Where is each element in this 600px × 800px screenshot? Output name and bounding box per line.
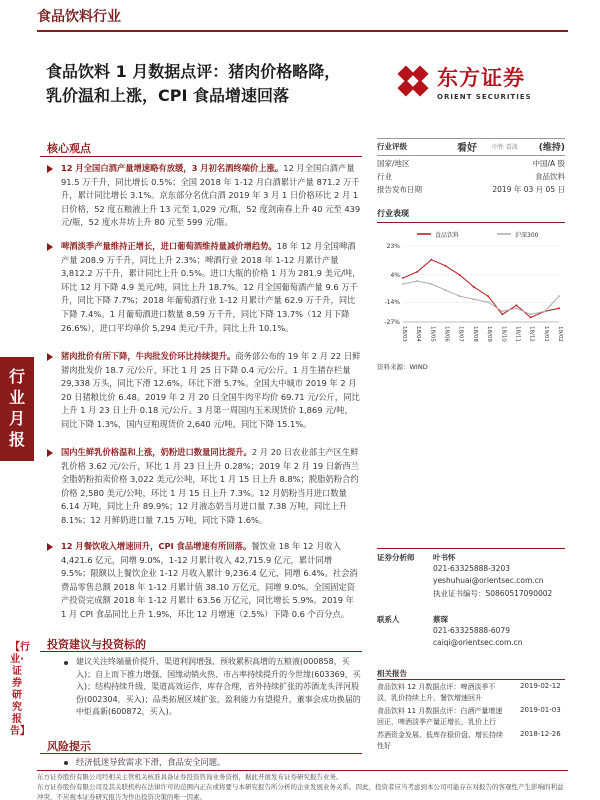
core-block-bold: 国内生鲜乳价格温和上涨，奶粉进口数量同比提升。 bbox=[61, 447, 252, 457]
data-point bbox=[530, 317, 532, 319]
related-item-title[interactable]: 食品饮料 12 月数据点评：啤酒淡季不淡，乳价持续上升，餐饮增速回升 bbox=[377, 683, 496, 702]
report-title-line1: 食品饮料 1 月数据点评：猪肉价格略降， bbox=[46, 62, 341, 81]
series-line bbox=[403, 260, 559, 318]
series-line bbox=[403, 281, 559, 314]
rating-row bbox=[377, 141, 565, 155]
core-block-1 bbox=[61, 162, 361, 230]
x-tick-label: 19/01 bbox=[542, 326, 549, 342]
data-point bbox=[402, 277, 404, 279]
footer-line1: 东方证券股份有限公司经相关主管机关核准具备证券投资咨询业务资格，据此开展发布证券研究报告业务。 bbox=[37, 773, 343, 781]
core-block-text: 商务部公布的 19 年 2 月 22 日鲜猪肉批发价 18.7 元/公斤，环比 1 月 25 日下降 0.4 元/公斤。1 月生猪存栏量 29,338 万头，同比下滑 12.6%，环比下滑 5.7%。全国大中城市 2019 年 2 月 20 日猪粮比价 6.48。2019 年 2 月 20 日全国牛肉平均价 69.71 元/公斤，同比上升 1 月 23 日上升 0.18 元/公斤。3 月第一周国内玉米现货价 1,869 元/吨，同比下降 1.3%，国内豆粕现货价 2,640 元/吨，同比下降 15.1%。 bbox=[61, 351, 361, 429]
core-block-4 bbox=[61, 446, 361, 528]
x-tick-label: 19/02 bbox=[557, 326, 563, 342]
bullet-dot-icon bbox=[64, 661, 68, 665]
y-tick-label: 23% bbox=[386, 243, 400, 250]
data-point bbox=[416, 271, 418, 273]
related-heading: 相关报告 bbox=[377, 669, 407, 678]
report-title-line2: 乳价温和上涨，CPI 食品增速回落 bbox=[46, 86, 289, 105]
logo-text-en: ORIENT SECURITIES bbox=[437, 93, 532, 101]
rating-value: 看好 bbox=[457, 143, 477, 154]
data-point bbox=[516, 307, 518, 309]
y-tick-label: 4% bbox=[390, 271, 400, 279]
core-block-2 bbox=[61, 240, 361, 335]
bullet-icon bbox=[47, 449, 53, 457]
data-point bbox=[558, 307, 560, 309]
analyst-email: yeshuhuai@orientsec.com.cn bbox=[433, 576, 544, 585]
x-tick-label: 18/07 bbox=[457, 326, 464, 342]
data-point bbox=[473, 286, 475, 288]
meta-key: 国家/地区 bbox=[377, 159, 410, 168]
related-item-title[interactable]: 食品饮料 11 月数据点评：白酒产量增速回正，啤酒淡季产量正增长，乳价上行 bbox=[377, 707, 503, 726]
x-tick-label: 18/12 bbox=[528, 326, 535, 342]
core-block-text: 12 月全国白酒产量 91.5 万千升，同比增长 0.5%；全国 2018 年 1-12 月白酒累计产量 871.2 万千升，累计同比增长 3.1%。京东部分名优白酒 2019 年 3 月 1 日价格环比 2 月 1 日价格，52 度五粮液上升 13 元至 1,029 元/瓶，52 度剑南春上升 40 元至 439 元/瓶，52 度水井坊上升 80 元至 599 元/瓶。 bbox=[61, 163, 361, 228]
data-point bbox=[544, 310, 546, 312]
risk-rule bbox=[40, 753, 362, 754]
contact-label: 联系人 bbox=[377, 615, 400, 624]
rating-mid-rule bbox=[377, 155, 565, 156]
chart-title: 行业表现 bbox=[377, 209, 409, 218]
data-point bbox=[473, 298, 475, 300]
data-point bbox=[430, 259, 432, 261]
invest-heading: 投资建议与投资标的 bbox=[47, 638, 146, 651]
risk-item-text: 经济低迷导致需求下滑，食品安全问题。 bbox=[76, 757, 226, 767]
analyst-name: 叶书怀 bbox=[433, 553, 456, 562]
contact-phone: 021-63325888-6079 bbox=[433, 626, 510, 635]
data-point bbox=[459, 274, 461, 276]
rating-label: 行业评级 bbox=[377, 142, 407, 151]
y-tick-label: -14% bbox=[384, 299, 400, 307]
bullet-icon bbox=[47, 243, 53, 251]
core-block-bold: 啤酒淡季产量维持正增长，进口葡萄酒维持量减价增趋势。 bbox=[61, 241, 277, 251]
x-tick-label: 18/04 bbox=[415, 326, 422, 342]
data-point bbox=[459, 295, 461, 297]
x-tick-label: 18/09 bbox=[486, 326, 493, 342]
core-block-bold: 12 月餐饮收入增速回升，CPI 食品增速有所回落。 bbox=[61, 541, 252, 551]
invest-rule bbox=[40, 651, 362, 652]
bullet-icon bbox=[47, 543, 53, 551]
related-item-date: 2018-12-26 bbox=[520, 730, 561, 738]
data-point bbox=[487, 295, 489, 297]
data-point bbox=[530, 314, 532, 316]
core-block-bold: 12 月全国白酒产量增速略有放缓，3 月初名酒终端价上涨。 bbox=[61, 163, 284, 173]
analyst-phone: 021-63325888-3203 bbox=[433, 564, 510, 573]
side-tab-label2: 【行业·证券研究报告】 bbox=[10, 642, 30, 737]
y-tick-label: -27% bbox=[384, 319, 400, 326]
meta-key: 行业 bbox=[377, 172, 392, 181]
data-point bbox=[501, 314, 503, 316]
invest-text: 建议关注终端量价提升、渠道利润增强、预收累积高增的五粮液(000858，买入)；自上而下推力增强、国缘动销火热、市占率持续提升的今世缘(603369，买入)；结构持续升级、渠道高效运作，库存合理，省外持续扩张的苏酒龙头洋河股份(002304，买入)；品类拓展区域扩张，盈利能力有望提升，董事会成功换届的中炬高新(600872，买入)。 bbox=[76, 657, 361, 716]
related-item-date: 2019-02-12 bbox=[520, 682, 561, 690]
x-tick-label: 18/06 bbox=[443, 326, 450, 342]
data-point bbox=[487, 301, 489, 303]
contact-email: caiqi@orientsec.com.cn bbox=[433, 638, 523, 647]
data-point bbox=[445, 265, 447, 267]
header-rule bbox=[37, 30, 568, 32]
logo-text-cn: 东方证券 bbox=[437, 66, 525, 90]
bullet-icon bbox=[47, 353, 53, 361]
risk-item bbox=[76, 756, 361, 770]
bullet-dot-icon bbox=[64, 761, 68, 765]
analyst-cert: 执业证书编号：S0860517090002 bbox=[433, 589, 553, 598]
analyst-rule bbox=[377, 548, 565, 549]
footer-line2: 东方证券股份有限公司及其关联机构在法律许可的范围内正在或将要与本研究报告所分析的企业发展业务关系。因此，投资者应当考虑到本公司可能存在对报告的客观性产生影响的利益冲突，不应视本证券研究报告为作出投资决策的唯一因素。 bbox=[37, 783, 564, 800]
header-category: 食品饮料行业 bbox=[37, 9, 121, 25]
core-block-bold: 猪肉批价有所下降，牛肉批发价环比持续提升。 bbox=[61, 351, 236, 361]
core-view-rule bbox=[40, 156, 362, 157]
related-item-title[interactable]: 苏酒资金发展、低库存稳价盘、增长持续性好 bbox=[377, 731, 503, 750]
side-tab-label: 行业月报 bbox=[8, 367, 25, 449]
core-block-text: 18 年 12 月全国啤酒产量 208.9 万千升，同比上升 2.3%；啤酒行业 2018 年 1-12 月累计产量 3,812.2 万千升，累计同比上升 0.5%。进口大瓶的价格 1 月为 281.9 美元/吨，环比 12 月下降 4.9 美元/吨，同比上升 18.7%。12 月全国葡萄酒产量 9.6 万千升，同比下降 7.7%；2018 年葡萄酒行业 1-12 月累计产量 62.9 万千升，同比下降 7.4%。1 月葡萄酒进口数量 8.59 万千升，同比下降 13.7%（12 月下降 26.6%），进口平均单价 5,294 美元/千升，同比上升 10.1%。 bbox=[61, 241, 361, 333]
risk-heading: 风险提示 bbox=[47, 740, 91, 753]
rating-meta-row bbox=[377, 171, 565, 183]
data-point bbox=[416, 280, 418, 282]
industry-performance-chart bbox=[377, 226, 565, 356]
x-tick-label: 18/08 bbox=[471, 326, 478, 342]
contact-name: 蔡琛 bbox=[433, 615, 448, 624]
related-rule bbox=[377, 679, 565, 680]
x-tick-label: 18/03 bbox=[401, 326, 407, 342]
analyst-label: 证券分析师 bbox=[377, 553, 415, 562]
legend-label: 沪深300 bbox=[515, 232, 539, 239]
x-tick-label: 18/05 bbox=[429, 326, 436, 342]
data-point bbox=[501, 310, 503, 312]
data-point bbox=[402, 283, 404, 285]
orient-logo-icon bbox=[392, 60, 434, 102]
invest-text-block bbox=[76, 656, 361, 719]
related-item-date: 2019-01-03 bbox=[520, 706, 561, 714]
data-point bbox=[558, 295, 560, 297]
footer-rule bbox=[37, 770, 568, 771]
bullet-icon bbox=[47, 165, 53, 173]
core-block-text: 餐饮业 18 年 12 月收入 4,421.6 亿元，同增 9.0%，1-12 月累计收入 42,715.9 亿元，累计同增 9.5%；限额以上餐饮企业 1-12 月收入累计 9,236.4 亿元，同增 6.4%。社会消费品零售总额 2018 年 1-12 月累计值 38.10 万亿元，同增 9.0%。全国固定资产投资完成额 2018 年 1-12 月累计 63.56 万亿元，同比增长 5.9%。2019 年 1 月 CPI 食品同比上升 1.9%，环比 12 月增速（2.5%）下降 0.6 个百分点。 bbox=[61, 541, 358, 619]
rating-meta-row bbox=[377, 158, 565, 170]
core-block-5 bbox=[61, 540, 361, 622]
rating-change: (维持) bbox=[538, 143, 565, 153]
report-title bbox=[46, 60, 376, 108]
data-point bbox=[445, 289, 447, 291]
meta-value: 中国/A 股 bbox=[532, 159, 565, 168]
chart-title-rule bbox=[377, 222, 565, 223]
legend-label: 食品饮料 bbox=[435, 232, 460, 239]
meta-key: 报告发布日期 bbox=[377, 185, 422, 194]
meta-value: 2019 年 03 月 05 日 bbox=[492, 185, 565, 194]
x-tick-label: 18/11 bbox=[514, 326, 521, 342]
core-block-text: 2 月 20 日农业部主产区生鲜乳价格 3.62 元/公斤，环比 1 月 23 日上升 0.28%；2019 年 2 月 19 日新西兰全脂奶粉拍卖价格 3,022 美元/公吨，环比 1 月 15 日上升 8.8%；脱脂奶粉合约价格 2,580 美元/公吨，环比 1 月 15 日上升 7.3%。12 月奶粉当月进口数量 6.14 万吨，同比上升 89.9%；12 月液态奶当月进口量 7.38 万吨，同比上升 8.1%；12 月鲜奶进口量 7.15 万吨，同比下降 1.6%。 bbox=[61, 447, 360, 525]
core-view-heading: 核心观点 bbox=[47, 142, 91, 155]
chart-source: 资料来源：WIND bbox=[377, 363, 428, 371]
x-tick-label: 18/10 bbox=[500, 326, 507, 342]
core-block-3 bbox=[61, 350, 361, 432]
data-point bbox=[516, 304, 518, 306]
data-point bbox=[430, 283, 432, 285]
meta-value: 食品饮料 bbox=[535, 172, 565, 181]
rating-options: 中性 看淡 bbox=[492, 144, 518, 151]
rating-meta-row bbox=[377, 184, 565, 196]
